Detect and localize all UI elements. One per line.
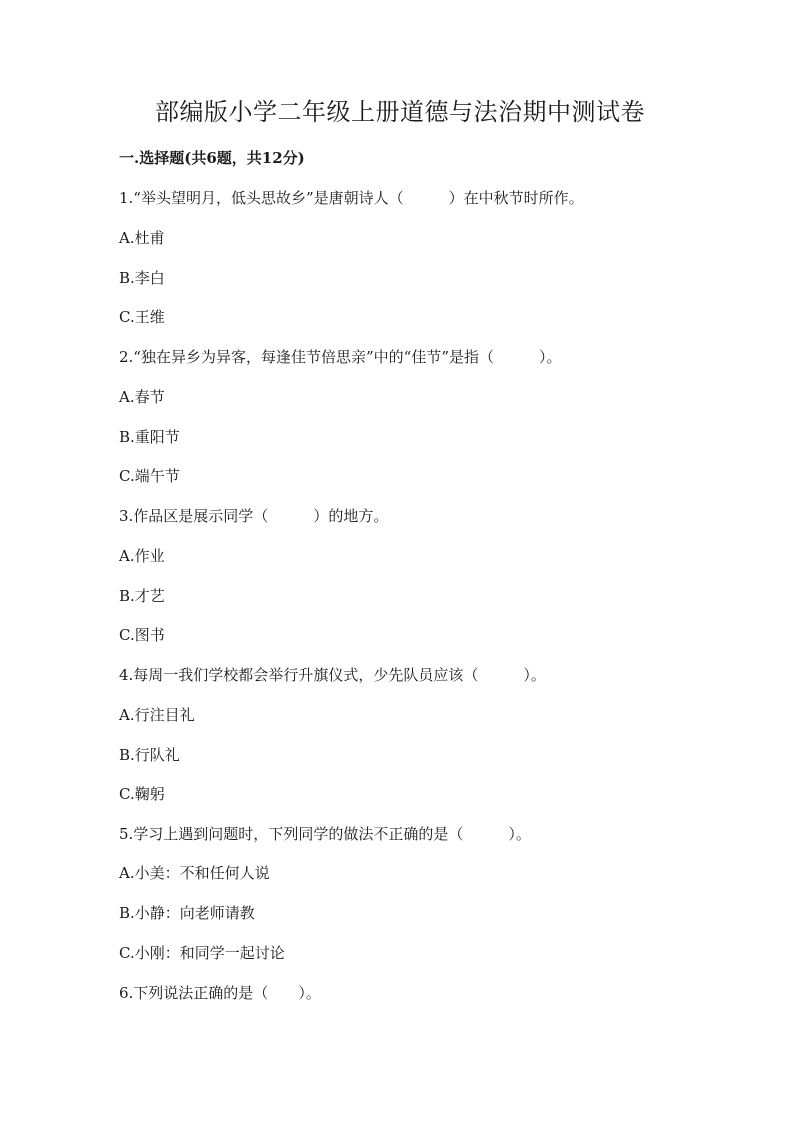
option-3a: A.作业 — [119, 547, 165, 565]
section-heading: 一.选择题(共6题，共12分) — [119, 149, 305, 167]
option-1a: A.杜甫 — [119, 229, 165, 247]
question-stem-6: 6.下列说法正确的是（ ）。 — [119, 984, 321, 1002]
option-1c: C.王维 — [119, 308, 165, 326]
option-5c: C.小刚：和同学一起讨论 — [119, 944, 285, 962]
question-stem-5: 5.学习上遇到问题时，下列同学的做法不正确的是（ ）。 — [119, 825, 531, 843]
question-stem-2: 2.“独在异乡为异客，每逢佳节倍思亲”中的“佳节”是指（ ）。 — [119, 348, 562, 366]
question-stem-1: 1.“举头望明月，低头思故乡”是唐朝诗人（ ）在中秋节时所作。 — [119, 189, 584, 207]
option-1b: B.李白 — [119, 269, 165, 287]
option-5b: B.小静：向老师请教 — [119, 904, 255, 922]
option-3b: B.才艺 — [119, 587, 165, 605]
page-title: 部编版小学二年级上册道德与法治期中测试卷 — [155, 98, 645, 126]
option-2a: A.春节 — [119, 388, 165, 406]
question-stem-4: 4.每周一我们学校都会举行升旗仪式，少先队员应该（ ）。 — [119, 666, 546, 684]
option-4a: A.行注目礼 — [119, 706, 195, 724]
option-5a: A.小美：不和任何人说 — [119, 864, 270, 882]
option-4b: B.行队礼 — [119, 746, 180, 764]
option-4c: C.鞠躬 — [119, 785, 165, 803]
question-stem-3: 3.作品区是展示同学（ ）的地方。 — [119, 507, 389, 525]
option-2b: B.重阳节 — [119, 428, 180, 446]
option-3c: C.图书 — [119, 626, 165, 644]
option-2c: C.端午节 — [119, 467, 180, 485]
